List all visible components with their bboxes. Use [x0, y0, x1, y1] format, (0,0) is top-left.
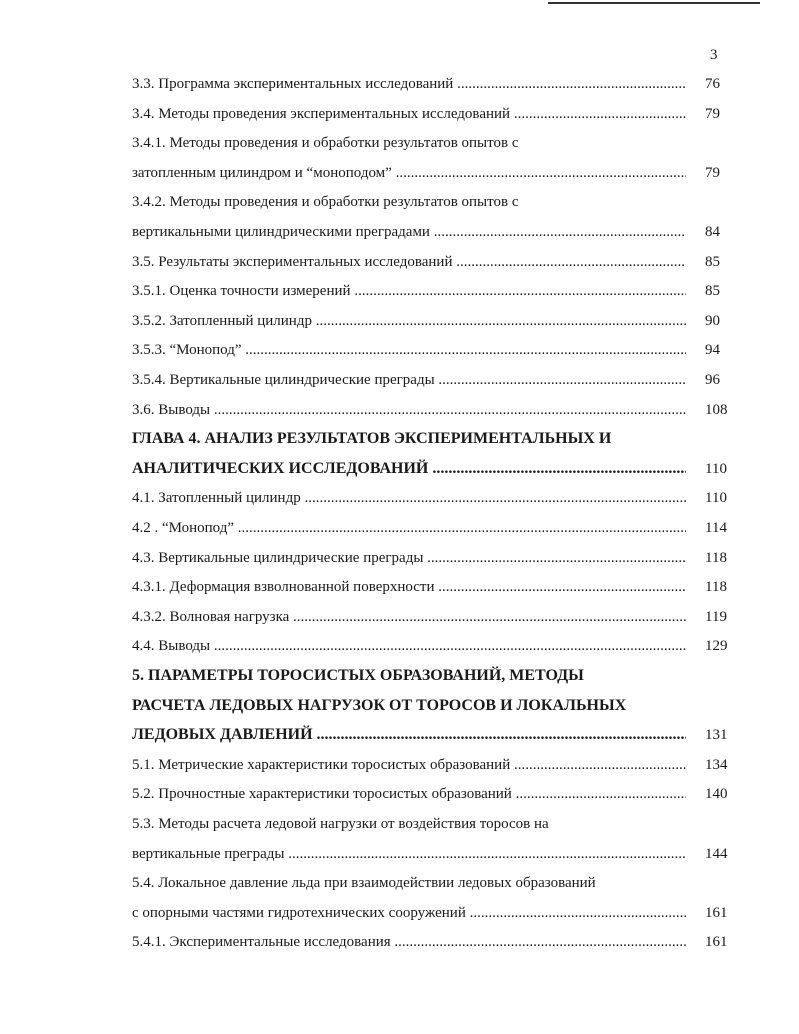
toc-entry-page: 129: [705, 638, 728, 655]
toc-entry-page: 76: [705, 76, 720, 92]
toc-entry-page: 110: [705, 460, 727, 477]
toc-entry-page: 110: [705, 490, 727, 507]
toc-entry-text: 3.4.1. Методы проведения и обработки результатов опытов с: [132, 135, 519, 152]
toc-entry-text: 3.4. Методы проведения экспериментальных исследований .....: [132, 104, 686, 124]
toc-entry-page: 131: [705, 727, 728, 744]
toc-entry-text: с опорными частями гидротехнических сооружений .....: [132, 903, 686, 923]
toc-entry-text: 4.3. Вертикальные цилиндрические преграды .....: [132, 548, 686, 568]
toc-entry-text: 4.1. Затопленный цилиндр .....: [132, 488, 686, 508]
toc-entry-page: 85: [705, 283, 720, 300]
toc-entry-text: 4.4. Выводы .....: [132, 636, 686, 656]
toc-entry-page: 94: [705, 342, 720, 359]
toc-entry-text: РАСЧЕТА ЛЕДОВЫХ НАГРУЗОК ОТ ТОРОСОВ И ЛОКАЛЬНЫХ: [132, 696, 627, 714]
toc-entry-text: АНАЛИТИЧЕСКИХ ИССЛЕДОВАНИЙ .....: [132, 459, 686, 479]
toc-entry-text: 5. ПАРАМЕТРЫ ТОРОСИСТЫХ ОБРАЗОВАНИЙ, МЕТОДЫ: [132, 667, 584, 684]
toc-entry-text: 3.5.3. “Монопод” .....: [132, 340, 686, 360]
toc-entry-text: 5.1. Метрические характеристики торосистых образований .....: [132, 755, 686, 775]
toc-entry-page: 118: [705, 579, 727, 596]
toc-entry-page: 144: [705, 845, 728, 862]
toc-entry-text: вертикальными цилиндрическими преградами .....: [132, 222, 686, 242]
toc-entry-text: 3.5.2. Затопленный цилиндр .....: [132, 311, 686, 331]
toc-entry-text: ГЛАВА 4. АНАЛИЗ РЕЗУЛЬТАТОВ ЭКСПЕРИМЕНТАЛЬНЫХ И: [132, 430, 612, 448]
toc-entry-page: 96: [705, 372, 720, 388]
toc-entry-page: 119: [705, 608, 727, 625]
toc-entry-page: 140: [705, 786, 728, 803]
toc-entry-page: 161: [705, 904, 728, 921]
toc-entry-text: 3.4.2. Методы проведения и обработки результатов опытов с: [132, 194, 519, 211]
toc-entry-text: 3.5.1. Оценка точности измерений .....: [132, 281, 686, 301]
page-number: 3: [710, 47, 718, 63]
toc-entry-text: 3.5. Результаты экспериментальных исследований .....: [132, 252, 686, 272]
toc-entry-page: 114: [705, 520, 727, 536]
toc-entry-text: 5.3. Методы расчета ледовой нагрузки от воздействия торосов на: [132, 816, 549, 832]
toc-entry-text: 5.4. Локальное давление льда при взаимодействии ледовых образований: [132, 875, 596, 892]
toc-entry-text: 3.6. Выводы .....: [132, 400, 686, 420]
toc-entry-page: 79: [705, 164, 720, 181]
toc-entry-text: вертикальные преграды .....: [132, 844, 686, 864]
toc-entry-text: затопленным цилиндром и “моноподом” .....: [132, 163, 686, 183]
toc-entry-text: 4.3.2. Волновая нагрузка .....: [132, 607, 686, 627]
toc-entry-page: 79: [705, 105, 720, 122]
toc-entry-text: 3.3. Программа экспериментальных исследований .....: [132, 74, 686, 94]
toc-entry-text: 5.2. Прочностные характеристики торосистых образований .....: [132, 784, 686, 804]
toc-entry-page: 90: [705, 312, 720, 329]
toc-entry-page: 85: [705, 253, 720, 270]
toc-entry-page: 161: [705, 934, 728, 951]
toc-entry-text: 4.3.1. Деформация взволнованной поверхности .....: [132, 577, 686, 597]
toc-entry-page: 108: [705, 401, 728, 418]
toc-entry-page: 134: [705, 756, 728, 773]
toc-entry-text: 3.5.4. Вертикальные цилиндрические преграды .....: [132, 370, 686, 390]
toc-entry-text: 5.4.1. Экспериментальные исследования .....: [132, 932, 686, 952]
toc-entry-page: 118: [705, 549, 727, 566]
toc-entry-text: 4.2 . “Монопод” .....: [132, 518, 686, 538]
toc-entry-page: 84: [705, 224, 720, 240]
toc-entry-text: ЛЕДОВЫХ ДАВЛЕНИЙ .....: [132, 725, 686, 745]
